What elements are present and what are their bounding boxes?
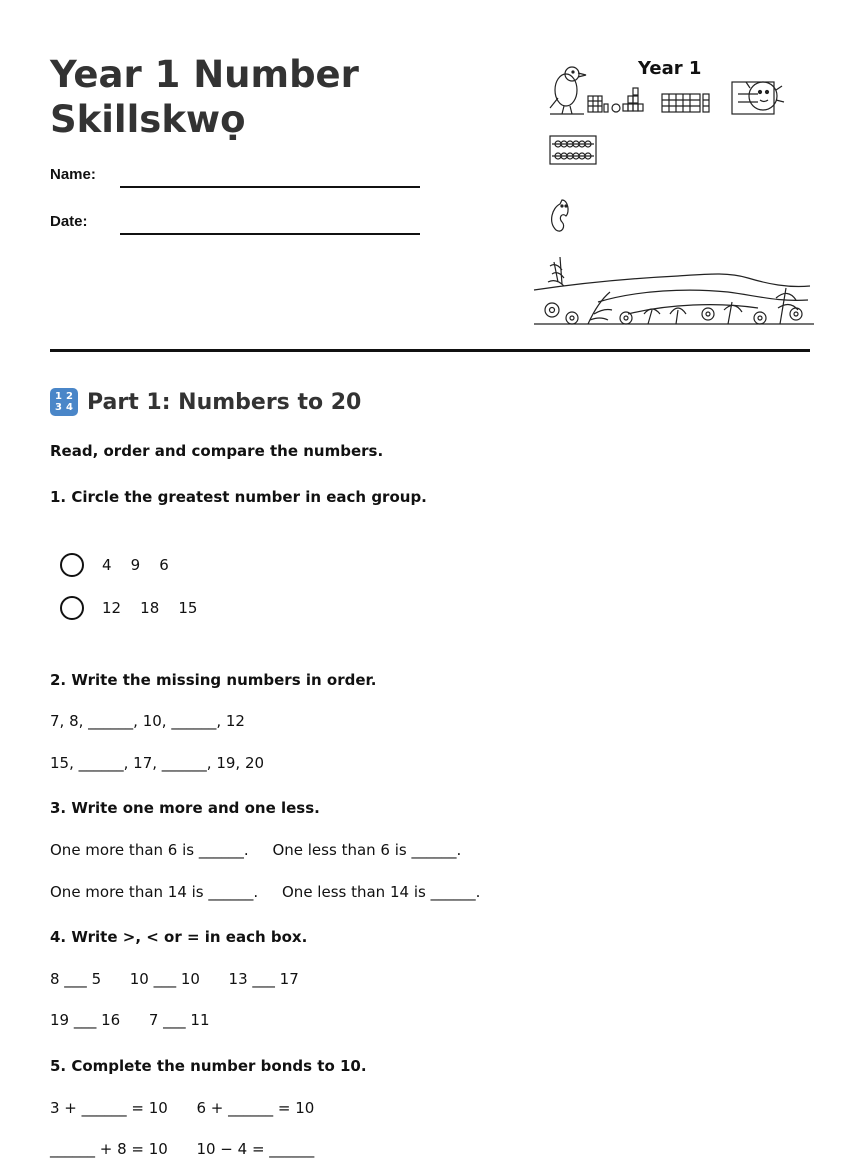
q4-line-1[interactable]: 8 ___ 5 10 ___ 10 13 ___ 17 bbox=[50, 970, 299, 988]
q4-prompt: 4. Write >, < or = in each box. bbox=[50, 928, 308, 946]
q3-line-1[interactable]: One more than 6 is ______. One less than 6 is ______. bbox=[50, 841, 462, 859]
q3-prompt: 3. Write one more and one less. bbox=[50, 799, 320, 817]
answer-circle[interactable] bbox=[60, 553, 84, 577]
name-field-line[interactable] bbox=[120, 186, 420, 188]
q5-line-2[interactable]: ______ + 8 = 10 10 − 4 = ______ bbox=[50, 1140, 315, 1158]
date-label: Date: bbox=[50, 213, 88, 230]
abacus-icon bbox=[550, 136, 596, 164]
illustration-caption: Year 1 bbox=[638, 58, 702, 79]
q1-group-1 bbox=[60, 553, 169, 577]
landscape-illustration bbox=[534, 257, 814, 324]
answer-circle[interactable] bbox=[60, 596, 84, 620]
hedgehog-icon bbox=[732, 82, 784, 114]
q2-line-2[interactable]: 15, ______, 17, ______, 19, 20 bbox=[50, 754, 265, 772]
q2-prompt: 2. Write the missing numbers in order. bbox=[50, 671, 377, 689]
base-ten-blocks-icon bbox=[588, 88, 643, 112]
q1-prompt: 1. Circle the greatest number in each group. bbox=[50, 488, 427, 506]
q1-group-2 bbox=[60, 596, 197, 620]
part1-instruction: Read, order and compare the numbers. bbox=[50, 442, 384, 460]
title-line-1: Year 1 Number bbox=[50, 53, 359, 96]
name-label: Name: bbox=[50, 166, 96, 183]
q1-group-2-numbers: 12 18 15 bbox=[102, 599, 198, 617]
page-title bbox=[50, 52, 510, 142]
q1-group-1-numbers: 4 9 6 bbox=[102, 556, 169, 574]
date-field-line[interactable] bbox=[120, 233, 420, 235]
header-divider bbox=[50, 349, 810, 352]
numbers-icon: 1 2 3 4 bbox=[50, 388, 78, 416]
worm-icon bbox=[552, 200, 568, 231]
part1-title: Part 1: Numbers to 20 bbox=[87, 389, 362, 415]
part1-heading bbox=[50, 388, 361, 416]
q5-line-1[interactable]: 3 + ______ = 10 6 + ______ = 10 bbox=[50, 1099, 315, 1117]
ten-frames-icon bbox=[662, 94, 709, 112]
bird-icon bbox=[550, 67, 586, 114]
q2-line-1[interactable]: 7, 8, ______, 10, ______, 12 bbox=[50, 712, 245, 730]
q3-line-2[interactable]: One more than 14 is ______. One less than 14 is ______. bbox=[50, 883, 481, 901]
q5-prompt: 5. Complete the number bonds to 10. bbox=[50, 1057, 367, 1075]
header-illustration bbox=[528, 52, 818, 332]
title-line-2: Skillskwọ bbox=[50, 98, 246, 141]
q4-line-2[interactable]: 19 ___ 16 7 ___ 11 bbox=[50, 1011, 210, 1029]
